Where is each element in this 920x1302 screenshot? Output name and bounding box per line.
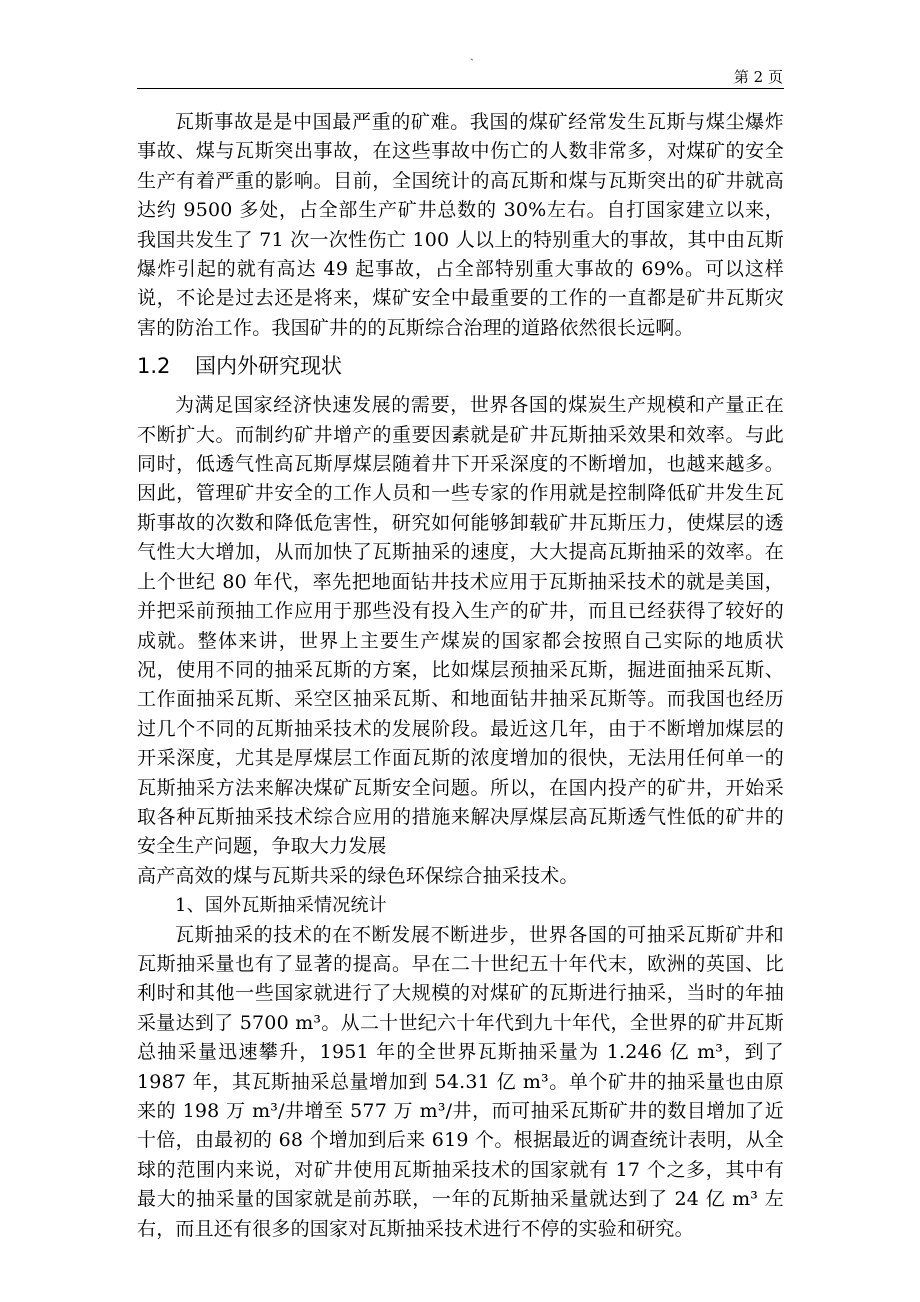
subheading-foreign-stats: 1、国外瓦斯抽采情况统计	[175, 895, 387, 917]
paragraph-gas-accidents: 瓦斯事故是是中国最严重的矿难。我国的煤矿经常发生瓦斯与煤尘爆炸事故、煤与瓦斯突出事故，在这些事故中伤亡的人数非常多，对煤矿的安全生产有着严重的影响。目前，全国统计的高瓦斯和煤与瓦斯突出的矿井就高达约 9500 多处，占全部生产矿井总数的 30%左右。自打国家建立以来，我国共发生了 71 次一次性伤亡 100 人以上的特别重大的事故，其中由瓦斯爆炸引起的就有高达 49 起事故，占全部特别重大事故的 69%。可以这样说，不论是过去还是将来，煤矿安全中最重要的工作的一直都是矿井瓦斯灾害的防治工作。我国矿井的的瓦斯综合治理的道路依然很长远啊。	[137, 111, 784, 339]
section-number: 1.2	[137, 354, 171, 379]
paragraph-continuation: 高产高效的煤与瓦斯共采的绿色环保综合抽采技术。	[137, 864, 579, 887]
page-number: 第 2 页	[733, 68, 783, 86]
header-rule	[137, 88, 784, 89]
paragraph-foreign-gas-drainage: 瓦斯抽采的技术的在不断发展不断进步，世界各国的可抽采瓦斯矿井和瓦斯抽采量也有了显著的提高。早在二十世纪五十年代末，欧洲的英国、比利时和其他一些国家就进行了大规模的对煤矿的瓦斯进行抽采，当时的年抽采量达到了 5700 m³。从二十世纪六十年代到九十年代，全世界的矿井瓦斯总抽采量迅速攀升，1951 年的全世界瓦斯抽采量为 1.246 亿 m³，到了 1987 年，其瓦斯抽采总量增加到 54.31 亿 m³。单个矿井的抽采量也由原来的 198 万 m³/井增至 577 万 m³/井，而可抽采瓦斯矿井的数目增加了近十倍，由最初的 68 个增加到后来 619 个。根据最近的调查统计表明，从全球的范围内来说，对矿井使用瓦斯抽采技术的国家就有 17 个之多，其中有最大的抽采量的国家就是前苏联，一年的瓦斯抽采量就达到了 24 亿 m³ 左右，而且还有很多的国家对瓦斯抽采技术进行不停的实验和研究。	[137, 923, 784, 1240]
section-title: 国内外研究现状	[195, 354, 342, 379]
header-mark: `	[470, 56, 474, 70]
paragraph-research-status: 为满足国家经济快速发展的需要，世界各国的煤炭生产规模和产量正在不断扩大。而制约矿井增产的重要因素就是矿井瓦斯抽采效果和效率。与此同时，低透气性高瓦斯厚煤层随着井下开采深度的不断增加，也越来越多。因此，管理矿井安全的工作人员和一些专家的作用就是控制降低矿井发生瓦斯事故的次数和降低危害性，研究如何能够卸载矿井瓦斯压力，使煤层的透气性大大增加，从而加快了瓦斯抽采的速度，大大提高瓦斯抽采的效率。在上个世纪 80 年代，率先把地面钻井技术应用于瓦斯抽采技术的就是美国，并把采前预抽工作应用于那些没有投入生产的矿井，而且已经获得了较好的成就。整体来讲，世界上主要生产煤炭的国家都会按照自己实际的地质状况，使用不同的抽采瓦斯的方案，比如煤层预抽采瓦斯，掘进面抽采瓦斯、工作面抽采瓦斯、采空区抽采瓦斯、和地面钻井抽采瓦斯等。而我国也经历过几个不同的瓦斯抽采技术的发展阶段。最近这几年，由于不断增加煤层的开采深度，尤其是厚煤层工作面瓦斯的浓度增加的很快，无法用任何单一的瓦斯抽采方法来解决煤矿瓦斯安全问题。所以，在国内投产的矿井，开始采取各种瓦斯抽采技术综合应用的措施来解决厚煤层高瓦斯透气性低的矿井的安全生产问题，争取大力发展	[137, 394, 784, 858]
document-body	[137, 108, 784, 1244]
section-heading	[137, 351, 784, 381]
